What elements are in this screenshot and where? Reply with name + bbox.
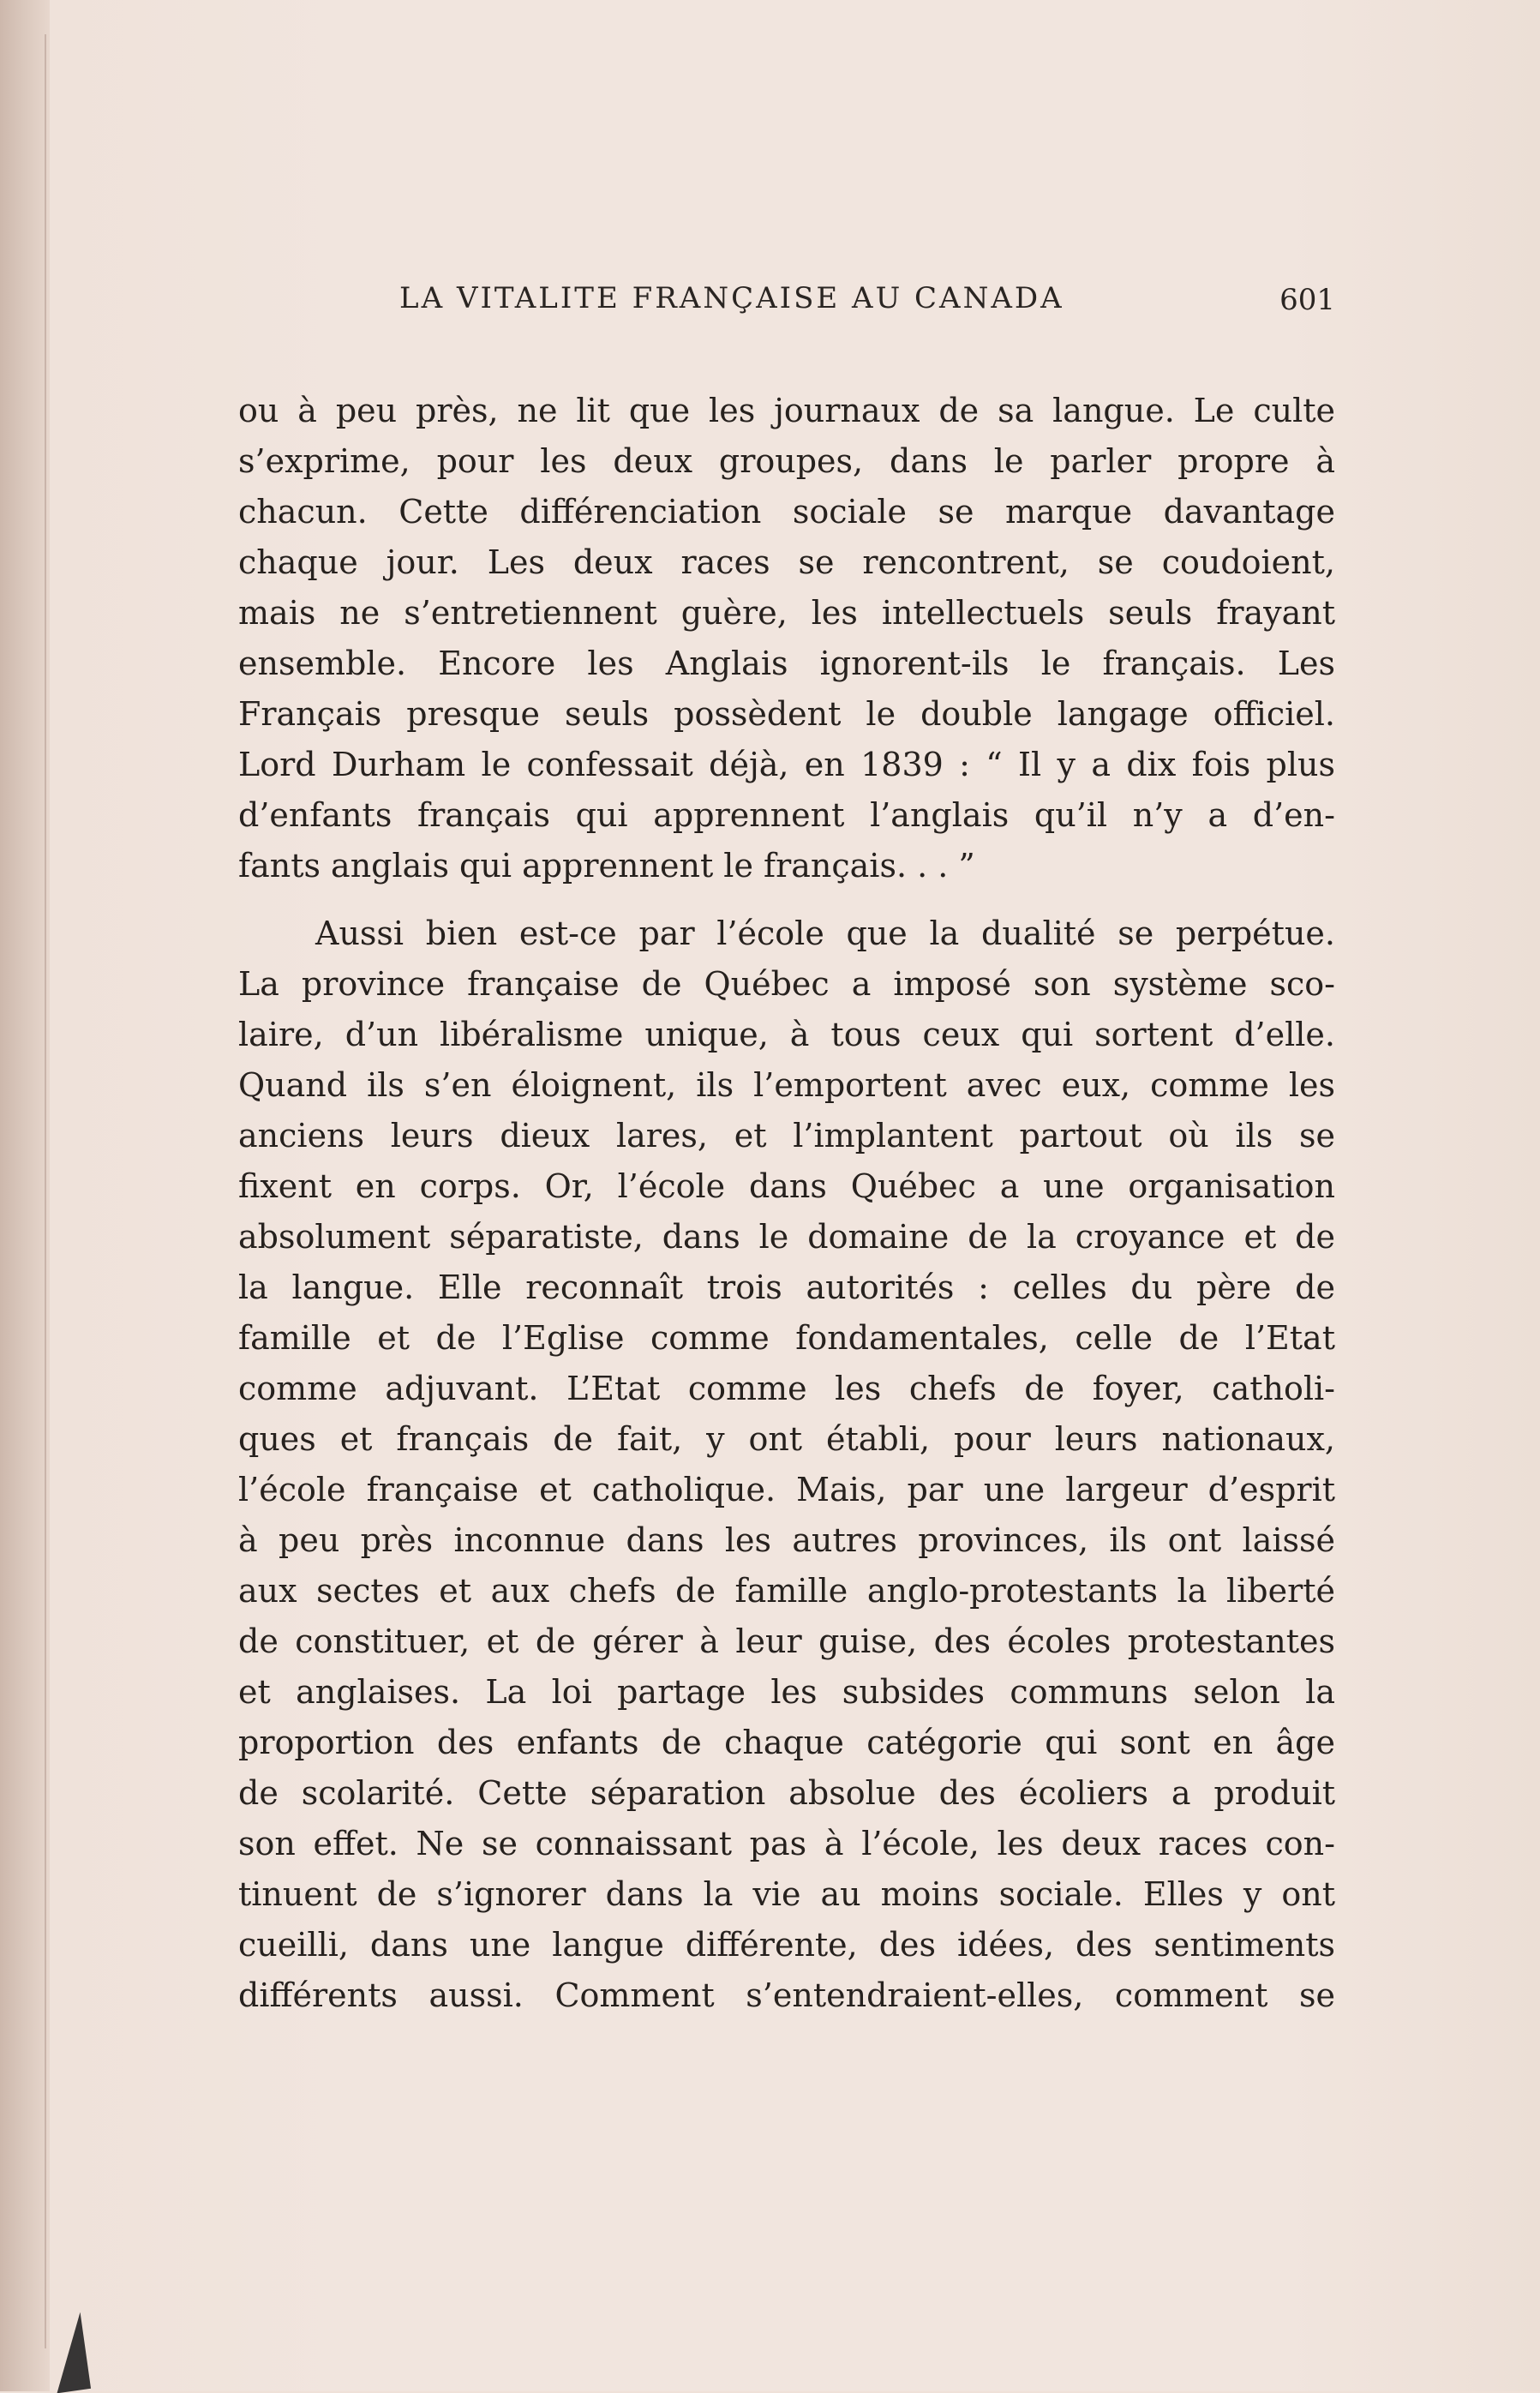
text-line: et anglaises. La loi partage les subsides communs selon la <box>238 1673 1335 1711</box>
text-line: cueilli, dans une langue différente, des idées, des sentiments <box>238 1926 1335 1964</box>
text-line: mais ne s’entretiennent guère, les intellectuels seuls frayant <box>238 594 1335 632</box>
text-line: ques et français de fait, y ont établi, pour leurs nationaux, <box>238 1420 1335 1458</box>
text-line: La province française de Québec a imposé son système sco- <box>238 965 1335 1003</box>
text-line: Français presque seuls possèdent le double langage officiel. <box>238 695 1335 733</box>
text-line: fixent en corps. Or, l’école dans Québec a une organisation <box>238 1167 1335 1205</box>
text-line: Aussi bien est-ce par l’école que la dualité se perpétue. <box>315 915 1335 952</box>
running-header <box>238 276 1335 327</box>
text-line: l’école française et catholique. Mais, par une largeur d’esprit <box>238 1471 1335 1508</box>
text-line: différents aussi. Comment s’entendraient-elles, comment se <box>238 1976 1335 2014</box>
paragraph-1 <box>238 386 1335 891</box>
running-title: LA VITALITE FRANÇAISE AU CANADA <box>399 281 1064 315</box>
book-gutter <box>0 0 50 2391</box>
text-line: ou à peu près, ne lit que les journaux de sa langue. Le culte <box>238 392 1335 429</box>
text-line: comme adjuvant. L’Etat comme les chefs de foyer, catholi- <box>238 1370 1335 1407</box>
text-line: chacun. Cette différenciation sociale se marque davantage <box>238 493 1335 531</box>
text-line: Quand ils s’en éloignent, ils l’emportent avec eux, comme les <box>238 1066 1335 1104</box>
text-line: aux sectes et aux chefs de famille anglo-protestants la liberté <box>238 1572 1335 1610</box>
page-number: 601 <box>1279 283 1335 317</box>
text-line: anciens leurs dieux lares, et l’implantent partout où ils se <box>238 1117 1335 1155</box>
text-line: de scolarité. Cette séparation absolue des écoliers a produit <box>238 1774 1335 1812</box>
paragraph-2 <box>238 909 1335 2021</box>
text-line: Lord Durham le confessait déjà, en 1839 : “ Il y a dix fois plus <box>238 746 1335 783</box>
gutter-shadow <box>45 34 46 2348</box>
body-text <box>238 386 1335 2021</box>
text-line: à peu près inconnue dans les autres provinces, ils ont laissé <box>238 1521 1335 1559</box>
text-line: absolument séparatiste, dans le domaine de la croyance et de <box>238 1218 1335 1256</box>
text-line: ensemble. Encore les Anglais ignorent-ils le français. Les <box>238 645 1335 682</box>
text-line: la langue. Elle reconnaît trois autorités : celles du père de <box>238 1268 1335 1306</box>
text-line: chaque jour. Les deux races se rencontrent, se coudoient, <box>238 543 1335 581</box>
text-line: laire, d’un libéralisme unique, à tous ceux qui sortent d’elle. <box>238 1016 1335 1053</box>
text-line: de constituer, et de gérer à leur guise, des écoles protestantes <box>238 1622 1335 1660</box>
paragraph-gap <box>238 891 1335 909</box>
text-line: tinuent de s’ignorer dans la vie au moins sociale. Elles y ont <box>238 1875 1335 1913</box>
text-line: son effet. Ne se connaissant pas à l’école, les deux races con- <box>238 1825 1335 1862</box>
page-corner-mark <box>46 2312 91 2393</box>
text-line: famille et de l’Eglise comme fondamentales, celle de l’Etat <box>238 1319 1335 1357</box>
text-line: fants anglais qui apprennent le français. . . ” <box>238 847 975 885</box>
text-line: d’enfants français qui apprennent l’anglais qu’il n’y a d’en- <box>238 796 1335 834</box>
text-line: s’exprime, pour les deux groupes, dans le parler propre à <box>238 442 1335 480</box>
text-line: proportion des enfants de chaque catégorie qui sont en âge <box>238 1724 1335 1761</box>
